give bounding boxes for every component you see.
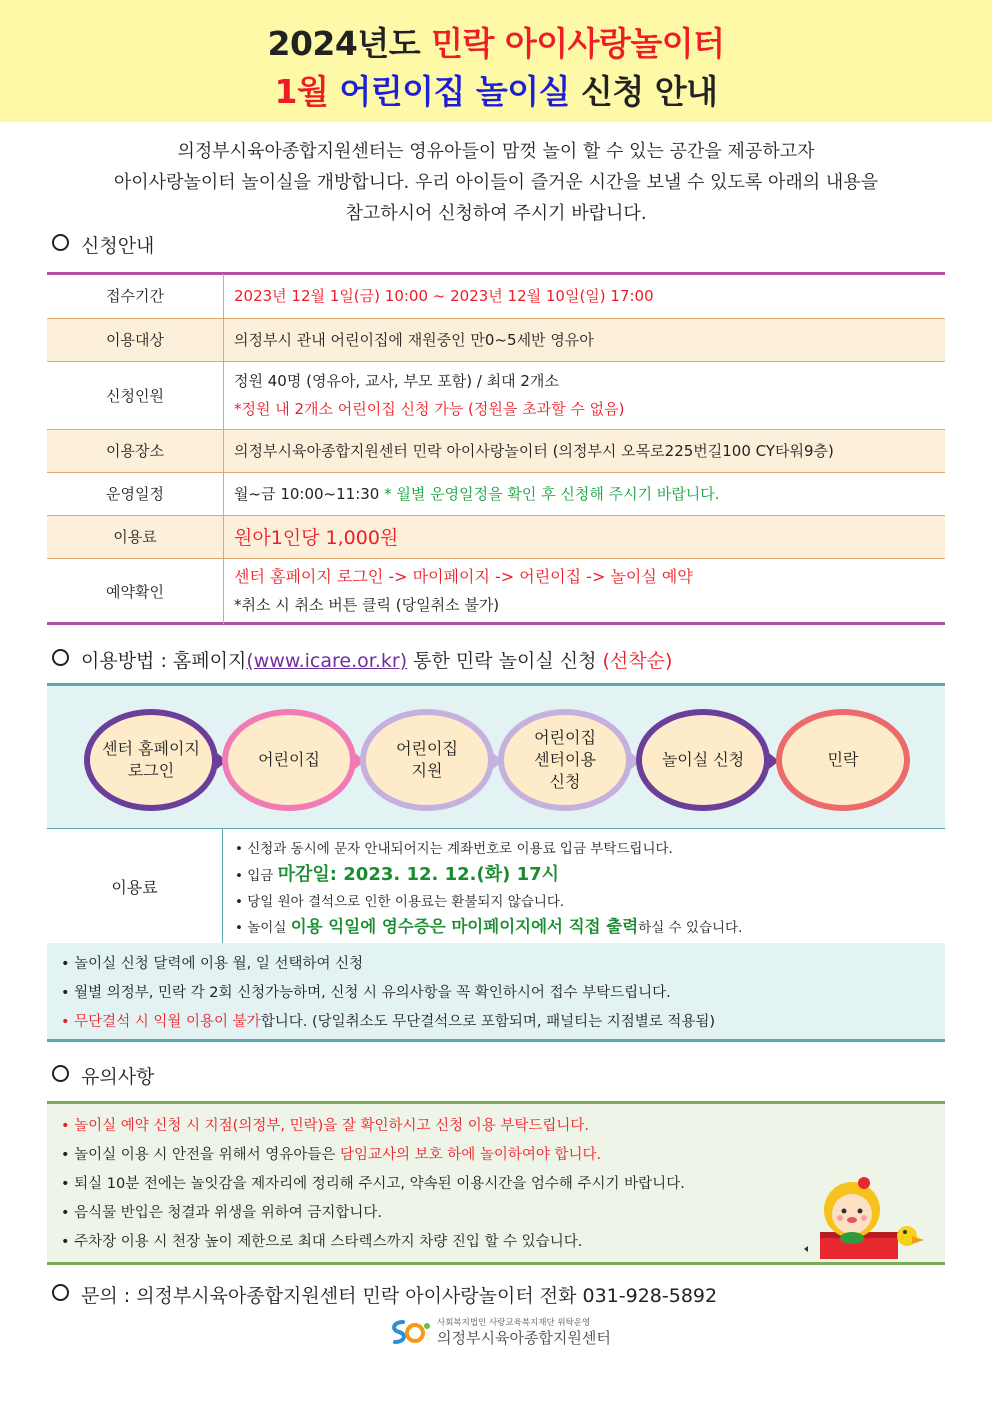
cautions-box [47, 1101, 945, 1265]
step-minrak: 민락 [776, 709, 910, 811]
section-heading-application: 신청안내 [52, 231, 154, 258]
row-confirm: 예약확인 센터 홈페이지 로그인 -> 마이페이지 -> 어린이집 -> 놀이실 예약 *취소 시 취소 버튼 클릭 (당일취소 불가) [47, 558, 945, 624]
caution-5: • 주차장 이용 시 천장 높이 제한으로 최대 스타렉스까지 차량 진입 할 수 있습니다. [61, 1234, 583, 1250]
caution-2: • 놀이실 이용 시 안전을 위해서 영유아들은 담임교사의 보호 하에 놀이하여야 합니다. [61, 1147, 602, 1163]
row-period: 접수기간 2023년 12월 1일(금) 10:00 ~ 2023년 12월 10일(일) 17:00 [47, 274, 945, 318]
center-logo-icon [389, 1318, 431, 1346]
fee-details [47, 828, 945, 945]
contact-line: 문의 : 의정부시육아종합지원센터 민락 아이사랑놀이터 전화 031-928-5892 [52, 1281, 717, 1308]
caution-4: • 음식물 반입은 청결과 위생을 위하여 금지합니다. [61, 1205, 382, 1221]
row-schedule: 운영일정 월~금 10:00~11:30 * 월별 운영일정을 확인 후 신청해 주시기 바랍니다. [47, 472, 945, 515]
section-heading-cautions: 유의사항 [52, 1062, 154, 1089]
caution-1: • 놀이실 예약 신청 시 지점(의정부, 민락)을 잘 확인하시고 신청 이용 부탁드립니다. [61, 1118, 590, 1134]
fee-bullet-4: • 놀이실 이용 익일에 영수증은 마이페이지에서 직접 출력하실 수 있습니다. [235, 917, 743, 936]
circle-bullet-icon [52, 1284, 69, 1301]
row-target: 이용대상 의정부시 관내 어린이집에 재원중인 만0~5세반 영유아 [47, 318, 945, 361]
fee-bullet-2: • 입금 마감일: 2023. 12. 12.(화) 17시 [235, 864, 560, 885]
usage-notes [47, 943, 945, 1042]
section-heading-usage: 이용방법 : 홈페이지(www.icare.or.kr) 통한 민락 놀이실 신청 (선착순) [52, 646, 672, 673]
fee-bullet-1: • 신청과 동시에 문자 안내되어지는 계좌번호로 이용료 입금 부탁드립니다. [235, 841, 673, 857]
row-capacity: 신청인원 정원 40명 (영유아, 교사, 부모 포함) / 최대 2개소 *정원 내 2개소 어린이집 신청 가능 (정원을 초과할 수 없음) [47, 361, 945, 429]
step-center-use: 어린이집 센터이용 신청 [498, 709, 632, 811]
step-playroom: 놀이실 신청 [636, 709, 770, 811]
fee-label: 이용료 [47, 829, 223, 944]
intro-paragraph: 의정부시육아종합지원센터는 영유아들이 맘껏 놀이 할 수 있는 공간을 제공하고자 아이사랑놀이터 놀이실을 개방합니다. 우리 아이들이 즐거운 시간을 보낼 수 있도록 아래의 내용을 참고하시어 신청하여 주시기 바랍니다. [113, 141, 879, 224]
step-support: 어린이집 지원 [360, 709, 494, 811]
row-fee: 이용료 원아1인당 1,000원 [47, 515, 945, 558]
note-1: • 놀이실 신청 달력에 이용 월, 일 선택하여 신청 [61, 956, 364, 972]
homepage-link[interactable]: (www.icare.or.kr) [246, 650, 408, 672]
circle-bullet-icon [52, 649, 69, 666]
circle-bullet-icon [52, 1065, 69, 1082]
title-banner [0, 0, 992, 122]
footer-operator-text: 사회복지법인 사랑교육복지재단 위탁운영 [437, 1318, 591, 1328]
title-line-2: 1월 어린이집 놀이실 신청 안내 [274, 72, 718, 111]
process-flow [47, 683, 945, 831]
step-login: 센터 홈페이지 로그인 [84, 709, 218, 811]
note-3: • 무단결석 시 익월 이용이 불가합니다. (당일취소도 무단결석으로 포함되며, 패널티는 지점별로 적용됨) [61, 1014, 716, 1030]
footer-center-name: 의정부시육아종합지원센터 [437, 1329, 611, 1347]
fee-bullet-3: • 당일 원아 결석으로 인한 이용료는 환불되지 않습니다. [235, 894, 565, 910]
caution-3: • 퇴실 10분 전에는 놀잇감을 제자리에 정리해 주시고, 약속된 이용시간을 엄수해 주시기 바랍니다. [61, 1176, 685, 1192]
footer-logo [389, 1316, 629, 1348]
note-2: • 월별 의정부, 민락 각 2회 신청가능하며, 신청 시 유의사항을 꼭 확인하시어 접수 부탁드립니다. [61, 985, 671, 1001]
info-table [47, 274, 945, 624]
child-mascot-illustration [802, 1174, 932, 1259]
title-line-1: 2024년도 민락 아이사랑놀이터 [267, 24, 725, 63]
row-place: 이용장소 의정부시육아종합지원센터 민락 아이사랑놀이터 (의정부시 오목로225번길100 CY타워9층) [47, 429, 945, 472]
step-daycare: 어린이집 [222, 709, 356, 811]
circle-bullet-icon [52, 234, 69, 251]
